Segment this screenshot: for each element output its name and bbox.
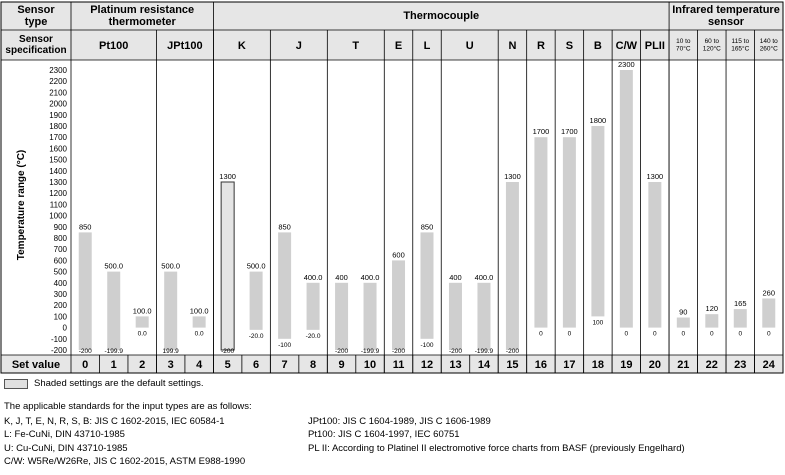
min-label: -20.0: [248, 332, 264, 340]
range-bar: [591, 126, 604, 316]
max-label: 500.0: [246, 261, 266, 271]
range-bar: [335, 283, 348, 350]
max-label: 1300: [219, 172, 236, 181]
min-label: 0: [709, 330, 714, 338]
set-value-cell: 4: [196, 359, 203, 371]
set-value-cell: 22: [705, 359, 718, 371]
spec-header: 10 to 70°C: [676, 38, 691, 53]
group-header: Platinum resistance thermometer: [90, 4, 195, 28]
range-bar: [221, 182, 234, 350]
range-bar: [563, 137, 576, 327]
min-label: -200: [78, 348, 92, 355]
range-bar: [734, 309, 747, 327]
y-tick-label: 300: [53, 290, 67, 299]
set-value-cell: 12: [420, 359, 434, 371]
set-value-cell: 7: [281, 359, 288, 371]
set-value-cell: 24: [762, 359, 775, 371]
range-bar: [449, 283, 462, 350]
spec-header: S: [565, 40, 574, 52]
max-label: 500.0: [161, 261, 181, 271]
y-tick-label: 1300: [49, 178, 67, 187]
set-value-cell: 21: [677, 359, 690, 371]
range-bar: [164, 272, 177, 350]
set-value-label: Set value: [11, 359, 61, 371]
spec-header: K: [237, 40, 246, 52]
range-bar: [136, 316, 149, 327]
y-tick-label: 1500: [49, 155, 67, 165]
y-tick-label: 1600: [49, 144, 67, 154]
range-bar: [677, 318, 690, 328]
max-label: 400: [335, 272, 348, 282]
y-tick-label: 900: [53, 222, 67, 232]
y-tick-label: 1200: [49, 189, 67, 199]
group-header: Thermocouple: [403, 10, 480, 22]
y-tick-label: 1800: [49, 122, 67, 131]
max-label: 260: [762, 288, 776, 298]
spec-header: C/W: [615, 40, 638, 52]
min-label: 0.0: [194, 330, 204, 338]
y-tick-label: 1900: [49, 110, 67, 120]
set-value-cell: 8: [310, 359, 317, 371]
range-bar: [392, 260, 405, 350]
max-label: 2300: [618, 60, 635, 69]
max-label: 165: [734, 299, 747, 309]
standards-intro: The applicable standards for the input types are as follows:: [4, 401, 252, 412]
standard-line: C/W: W5Re/W26Re, JIS C 1602-2015, ASTM E988-1990: [4, 456, 246, 468]
max-label: 1700: [561, 127, 578, 137]
spec-header: 60 to 120°C: [702, 38, 721, 53]
min-label: -100: [278, 341, 292, 349]
y-tick-label: 2300: [49, 66, 67, 75]
min-label: -199.9: [474, 348, 494, 355]
spec-header: E: [394, 40, 403, 52]
spec-header: PLII: [644, 40, 665, 52]
set-value-cell: 10: [363, 359, 377, 371]
set-value-cell: 20: [648, 359, 661, 371]
y-tick-label: 2200: [49, 77, 67, 87]
range-bar: [364, 283, 377, 350]
y-tick-label: -100: [50, 334, 67, 344]
set-value-cell: 6: [253, 359, 260, 371]
max-label: 600: [392, 250, 405, 260]
spec-header: N: [508, 40, 517, 52]
min-label: -199.9: [104, 348, 123, 355]
y-tick-label: 600: [53, 256, 67, 266]
set-value-cell: 18: [591, 359, 605, 371]
range-bar: [648, 182, 661, 328]
set-value-cell: 9: [338, 359, 345, 371]
spec-header: 140 to 260°C: [759, 38, 778, 53]
standard-line: PL II: According to Platinel II electromotive force charts from BASF (previously Engelhard): [308, 442, 685, 454]
min-label: -200: [448, 348, 462, 355]
set-value-cell: 11: [392, 359, 405, 371]
standard-line: L: Fe-CuNi, DIN 43710-1985: [4, 429, 125, 441]
group-header: Infrared temperature sensor: [672, 4, 780, 28]
max-label: 850: [278, 222, 291, 232]
set-value-cell: 17: [563, 359, 576, 371]
y-tick-label: 800: [53, 234, 67, 243]
set-value-cell: 15: [506, 359, 519, 371]
range-bar: [534, 137, 547, 327]
set-value-cell: 19: [620, 359, 633, 371]
spec-header: R: [536, 40, 545, 52]
range-bar: [107, 272, 120, 350]
range-bar: [79, 232, 92, 350]
min-label: 0: [738, 330, 743, 338]
y-tick-label: 2100: [49, 88, 67, 98]
max-label: 1300: [646, 172, 664, 181]
standards-right: [308, 415, 685, 455]
set-value-cell: 5: [224, 359, 231, 371]
max-label: 100.0: [189, 306, 209, 316]
set-value-cell: 0: [82, 359, 89, 371]
min-label: -199.9: [360, 348, 380, 355]
range-bar: [477, 283, 490, 350]
spec-header: B: [593, 40, 602, 52]
min-label: -200: [335, 348, 349, 355]
min-label: 0: [567, 330, 572, 338]
set-value-cell: 2: [139, 359, 146, 371]
range-bar: [421, 232, 434, 338]
spec-header: U: [465, 40, 474, 52]
min-label: 0: [624, 330, 629, 338]
spec-header: J: [295, 40, 302, 52]
range-bar: [278, 232, 291, 338]
spec-header: T: [352, 40, 360, 52]
standard-line: U: Cu-CuNi, DIN 43710-1985: [4, 442, 128, 454]
range-bar: [705, 314, 718, 327]
y-tick-label: 100: [53, 312, 67, 322]
legend: [4, 378, 204, 389]
range-bar: [620, 70, 633, 328]
min-label: 0: [539, 330, 543, 338]
max-label: 1700: [532, 127, 550, 137]
default-swatch: [4, 379, 28, 389]
max-label: 1300: [504, 172, 521, 181]
max-label: 400.0: [474, 272, 494, 282]
standard-line: Pt100: JIS C 1604-1997, IEC 60751: [308, 429, 460, 441]
min-label: 0: [766, 330, 771, 338]
min-label: -20.0: [305, 332, 321, 340]
set-value-cell: 16: [534, 359, 548, 371]
y-tick-label: 2000: [49, 99, 67, 109]
y-tick-label: 1700: [49, 133, 67, 143]
max-label: 500.0: [104, 261, 124, 271]
spec-header: 115 to 165°C: [731, 38, 750, 53]
standard-line: JPt100: JIS C 1604-1989, JIS C 1606-1989: [308, 416, 491, 427]
y-tick-label: 1000: [49, 211, 67, 221]
max-label: 400.0: [360, 272, 380, 282]
range-bar: [250, 272, 263, 330]
standards-left: [4, 415, 245, 469]
range-bar: [307, 283, 320, 330]
max-label: 850: [420, 222, 434, 232]
set-value-cell: 1: [110, 359, 117, 371]
min-label: 0: [653, 330, 657, 338]
y-tick-label: 500: [53, 267, 67, 277]
set-value-cell: 23: [734, 359, 747, 371]
min-label: 0.0: [137, 330, 147, 338]
spec-header: JPt100: [167, 40, 203, 52]
min-label: 199.9: [162, 348, 179, 355]
max-label: 120: [705, 304, 719, 314]
y-tick-label: 400: [53, 278, 67, 288]
spec-header: Pt100: [99, 40, 129, 52]
max-label: 100.0: [132, 306, 152, 316]
min-label: -200: [392, 348, 406, 355]
set-value-cell: 3: [167, 359, 174, 371]
min-label: -100: [420, 341, 434, 349]
set-value-cell: 14: [477, 359, 491, 371]
max-label: 90: [679, 307, 688, 317]
y-tick-label: 0: [62, 323, 67, 333]
sensor-type-label: Sensor type: [17, 4, 55, 28]
set-value-cell: 13: [449, 359, 462, 371]
max-label: 400: [449, 272, 462, 282]
min-label: -200: [505, 348, 519, 355]
legend-text: Shaded settings are the default settings.: [34, 378, 204, 389]
range-bar: [506, 182, 519, 350]
max-label: 1800: [589, 116, 607, 125]
max-label: 400.0: [303, 272, 323, 282]
max-label: 850: [78, 222, 92, 232]
sensor-spec-label: Sensor specification: [5, 34, 67, 56]
min-label: 0: [681, 330, 686, 338]
standard-line: K, J, T, E, N, R, S, B: JIS C 1602-2015, IEC 60584-1: [4, 416, 225, 427]
min-label: 100: [592, 319, 604, 327]
y-tick-label: -200: [50, 346, 67, 355]
spec-header: L: [423, 40, 431, 52]
y-tick-label: 700: [53, 245, 67, 255]
y-tick-label: 1400: [49, 166, 67, 176]
y-axis-label: Temperature range (°C): [16, 149, 27, 261]
min-label: -200: [221, 348, 235, 355]
y-tick-label: 1100: [49, 200, 67, 210]
y-tick-label: 200: [53, 301, 67, 311]
range-bar: [762, 298, 775, 327]
range-bar: [193, 316, 206, 327]
